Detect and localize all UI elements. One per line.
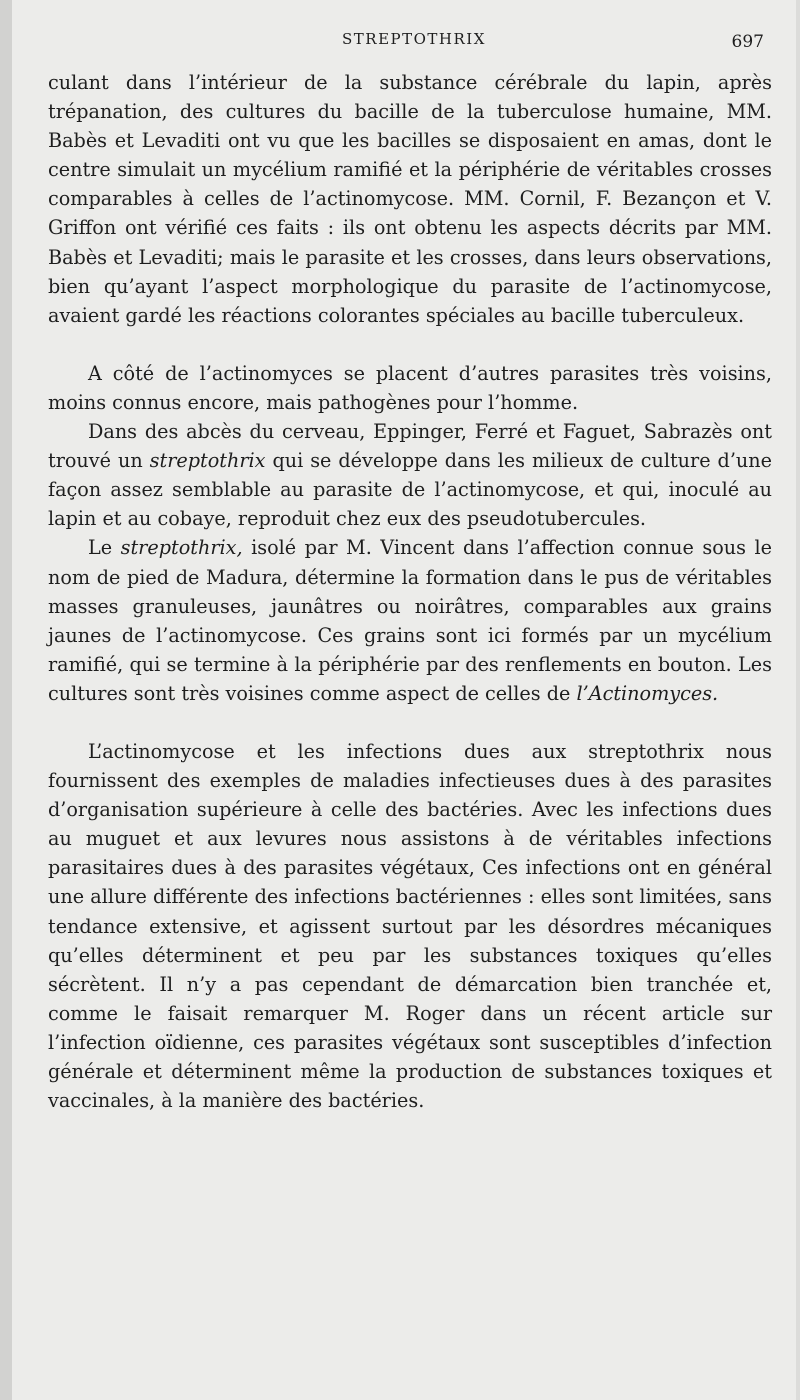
text-run: isolé par M. Vincent dans l’affection connue sous le nom de pied de Madura, détermine la formation dans le pus de véritables masses granuleuses, jaunâtres ou noirâtres, comparables aux grains jaunes de l’actinomycose. Ces grains sont ici formés par un mycélium ramifié, qui se termine à la périphérie par des renflements en bouton. Les cultures sont très voisines comme aspect de celles de [48, 536, 772, 705]
paragraph-madura-foot [48, 533, 772, 708]
text-run: qui se développe dans les milieux de culture d’une façon assez semblable au parasite de l’actinomycose, et qui, inoculé au lapin et au cobaye, reproduit chez eux des pseudotubercules. [48, 449, 772, 531]
italic-term: streptothrix [149, 449, 266, 473]
paragraph-conclusion [48, 737, 772, 1115]
paragraph-other-parasites [48, 359, 772, 417]
page-number: 697 [731, 32, 764, 52]
running-head [12, 30, 796, 54]
paragraph-tuberculosis-experiments [48, 68, 772, 330]
text-run: culant dans l’intérieur de la substance cérébrale du lapin, après trépanation, des cultures du bacille de la tuberculose humaine, MM. Babès et Levaditi ont vu que les bacilles se disposaient en amas, dont le centre simulait un mycélium ramifié et la périphérie de véritables crosses comparables à celles de l’actinomycose. MM. Cornil, F. Bezançon et V. Griffon ont vérifié ces faits : ils ont obtenu les aspects décrits par MM. Babès et Levaditi; mais le parasite et les crosses, dans leurs observations, bien qu’ayant l’aspect morphologique du parasite de l’actinomycose, avaient gardé les réactions colorantes spéciales au bacille tuberculeux. [48, 71, 772, 327]
running-title: STREPTOTHRIX [342, 30, 486, 48]
text-run: A côté de l’actinomyces se placent d’autres parasites très voisins, moins connus encore, mais pathogènes pour l’homme. [48, 361, 772, 414]
italic-term: l’Actinomyces. [576, 681, 719, 705]
text-run: Le [88, 536, 121, 560]
paragraph-brain-abscess [48, 417, 772, 533]
text-run: Dans des abcès du cerveau, Eppinger, Ferré et Faguet, Sabrazès ont trouvé un [48, 420, 772, 473]
text-run: L’actinomycose et les infections dues aux streptothrix nous fournissent des exemples de maladies infectieuses dues à des parasites d’organisation supérieure à celle des bactéries. Avec les infections dues au muguet et aux levures nous assistons à de véritables infections parasitaires dues à des parasites végétaux, Ces infections ont en général une allure différente des infections bactériennes : elles sont limitées, sans tendance extensive, et agissent surtout par les désordres mécaniques qu’elles déterminent et peu par les substances toxiques qu’elles sécrètent. Il n’y a pas cependant de démarcation bien tranchée et, comme le faisait remarquer M. Roger dans un récent article sur l’infection oïdienne, ces parasites végétaux sont susceptibles d’infection générale et déterminent même la production de substances toxiques et vaccinales, à la manière des bactéries. [48, 739, 772, 1113]
italic-term: streptothrix, [120, 536, 243, 560]
body-text [48, 68, 772, 1115]
